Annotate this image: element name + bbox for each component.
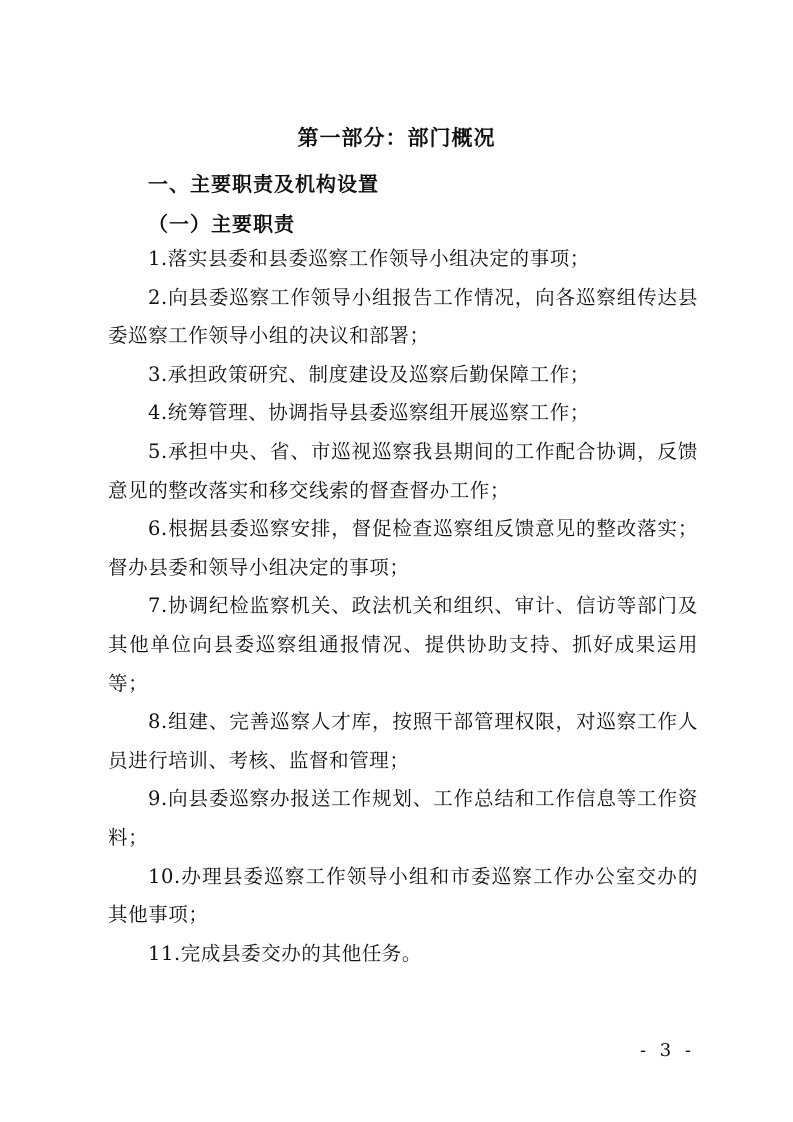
duties-list	[108, 240, 698, 973]
subsection-heading: （一）主要职责	[148, 212, 295, 236]
duty-item-2: 2.向县委巡察工作领导小组报告工作情况，向各巡察组传达县委巡察工作领导小组的决议和部署；	[108, 285, 698, 348]
duty-item-3: 3.承担政策研究、制度建设及巡察后勤保障工作；	[148, 362, 590, 386]
duty-item-9: 9.向县委巡察办报送工作规划、工作总结和工作信息等工作资料；	[108, 787, 698, 849]
duty-item-1: 1.落实县委和县委巡察工作领导小组决定的事项；	[148, 247, 590, 270]
page-number: - 3 -	[639, 1040, 695, 1061]
duty-item-7: 7.协调纪检监察机关、政法机关和组织、审计、信访等部门及其他单位向县委巡察组通报情况、提供协助支持、抓好成果运用等；	[108, 594, 698, 695]
duty-item-4: 4.统筹管理、协调指导县委巡察组开展巡察工作；	[148, 401, 590, 425]
duty-item-5: 5.承担中央、省、市巡视巡察我县期间的工作配合协调，反馈意见的整改落实和移交线索的督查督办工作；	[108, 439, 698, 502]
duty-item-8: 8.组建、完善巡察人才库，按照干部管理权限，对巡察工作人员进行培训、考核、监督和管理；	[108, 710, 698, 772]
duty-item-11: 11.完成县委交办的其他任务。	[148, 941, 423, 965]
document-title: 第一部分：部门概况	[297, 125, 496, 150]
duty-item-6: 6.根据县委巡察安排，督促检查巡察组反馈意见的整改落实；督办县委和领导小组决定的事项；	[108, 517, 698, 579]
duty-item-10: 10.办理县委巡察工作领导小组和市委巡察工作办公室交办的其他事项；	[108, 864, 698, 927]
section-heading: 一、主要职责及机构设置	[148, 172, 379, 196]
